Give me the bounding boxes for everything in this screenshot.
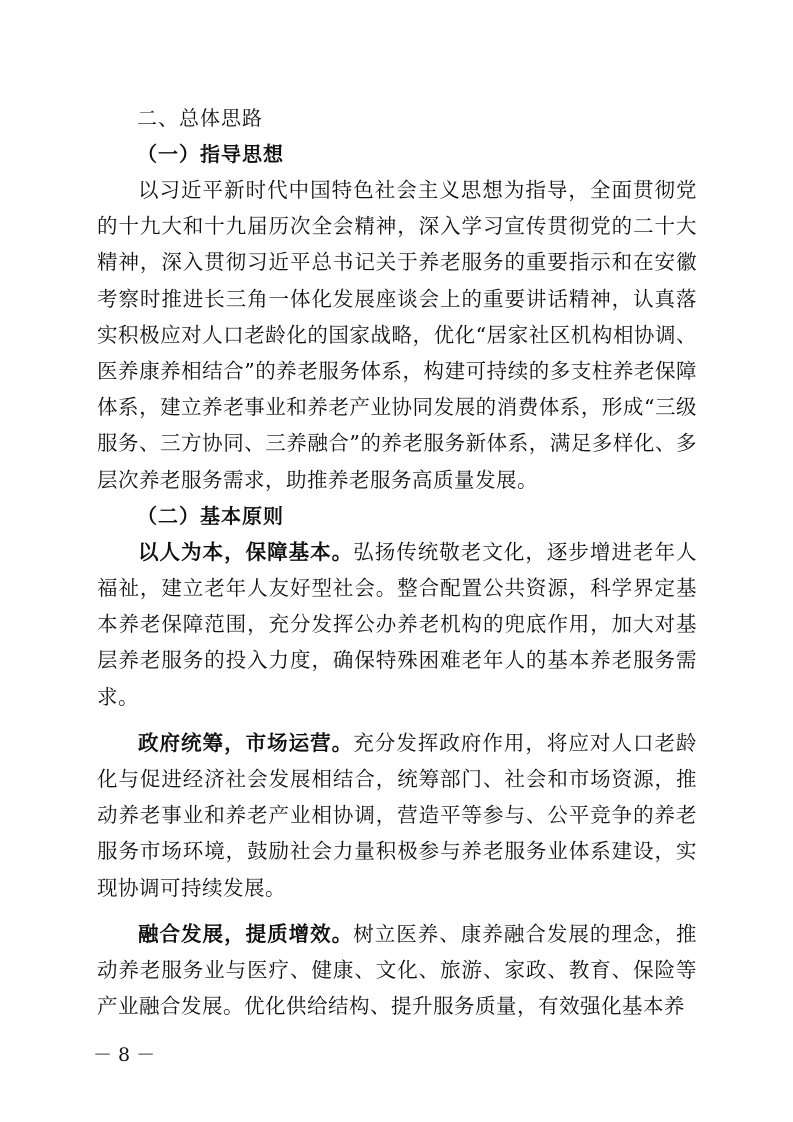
principle-paragraph-people-oriented <box>97 534 697 715</box>
principle-paragraph-integrated-development <box>97 916 697 1025</box>
principle-title: 融合发展，提质增效。 <box>138 921 354 946</box>
paragraph-guiding-ideology: 以习近平新时代中国特色社会主义思想为指导，全面贯彻党的十九大和十九届历次全会精神，深入学习宣传贯彻党的二十大精神，深入贯彻习近平总书记关于养老服务的重要指示和在安徽考察时推进长三角一体化发展座谈会上的重要讲话精神，认真落实积极应对人口老龄化的国家战略，优化“居家社区机构相协调、医养康养相结合”的养老服务体系，构建可持续的多支柱养老保障体系，建立养老事业和养老产业协同发展的消费体系，形成“三级服务、三方协同、三养融合”的养老服务新体系，满足多样化、多层次养老服务需求，助推养老服务高质量发展。 <box>97 178 697 492</box>
principle-text: 树立医养、康养融合发展的理念，推动养老服务业与医疗、健康、文化、旅游、家政、教育、保险等产业融合发展。优化供给结构、提升服务质量，有效强化基本养 <box>97 921 698 1019</box>
principle-title: 以人为本，保障基本。 <box>138 539 354 564</box>
document-page <box>97 100 697 1024</box>
subsection-heading-basic-principles: （二）基本原则 <box>137 503 284 528</box>
principle-title: 政府统筹，市场运营。 <box>138 730 354 755</box>
section-heading: 二、总体思路 <box>137 106 263 130</box>
principle-paragraph-government-coordination <box>97 725 697 906</box>
subsection-heading-guiding-ideology: （一）指导思想 <box>137 142 284 166</box>
principle-text: 充分发挥政府作用，将应对人口老龄化与促进经济社会发展相结合，统筹部门、社会和市场资源，推动养老事业和养老产业相协调，营造平等参与、公平竞争的养老服务市场环境，鼓励社会力量积极参与养老服务业体系建设，实现协调可持续发展。 <box>97 730 698 900</box>
page-number: － 8 － <box>93 1044 156 1066</box>
principle-text: 弘扬传统敬老文化，逐步增进老年人福祉，建立老年人友好型社会。整合配置公共资源，科学界定基本养老保障范围，充分发挥公办养老机构的兜底作用，加大对基层养老服务的投入力度，确保特殊困难老年人的基本养老服务需求。 <box>97 539 698 709</box>
